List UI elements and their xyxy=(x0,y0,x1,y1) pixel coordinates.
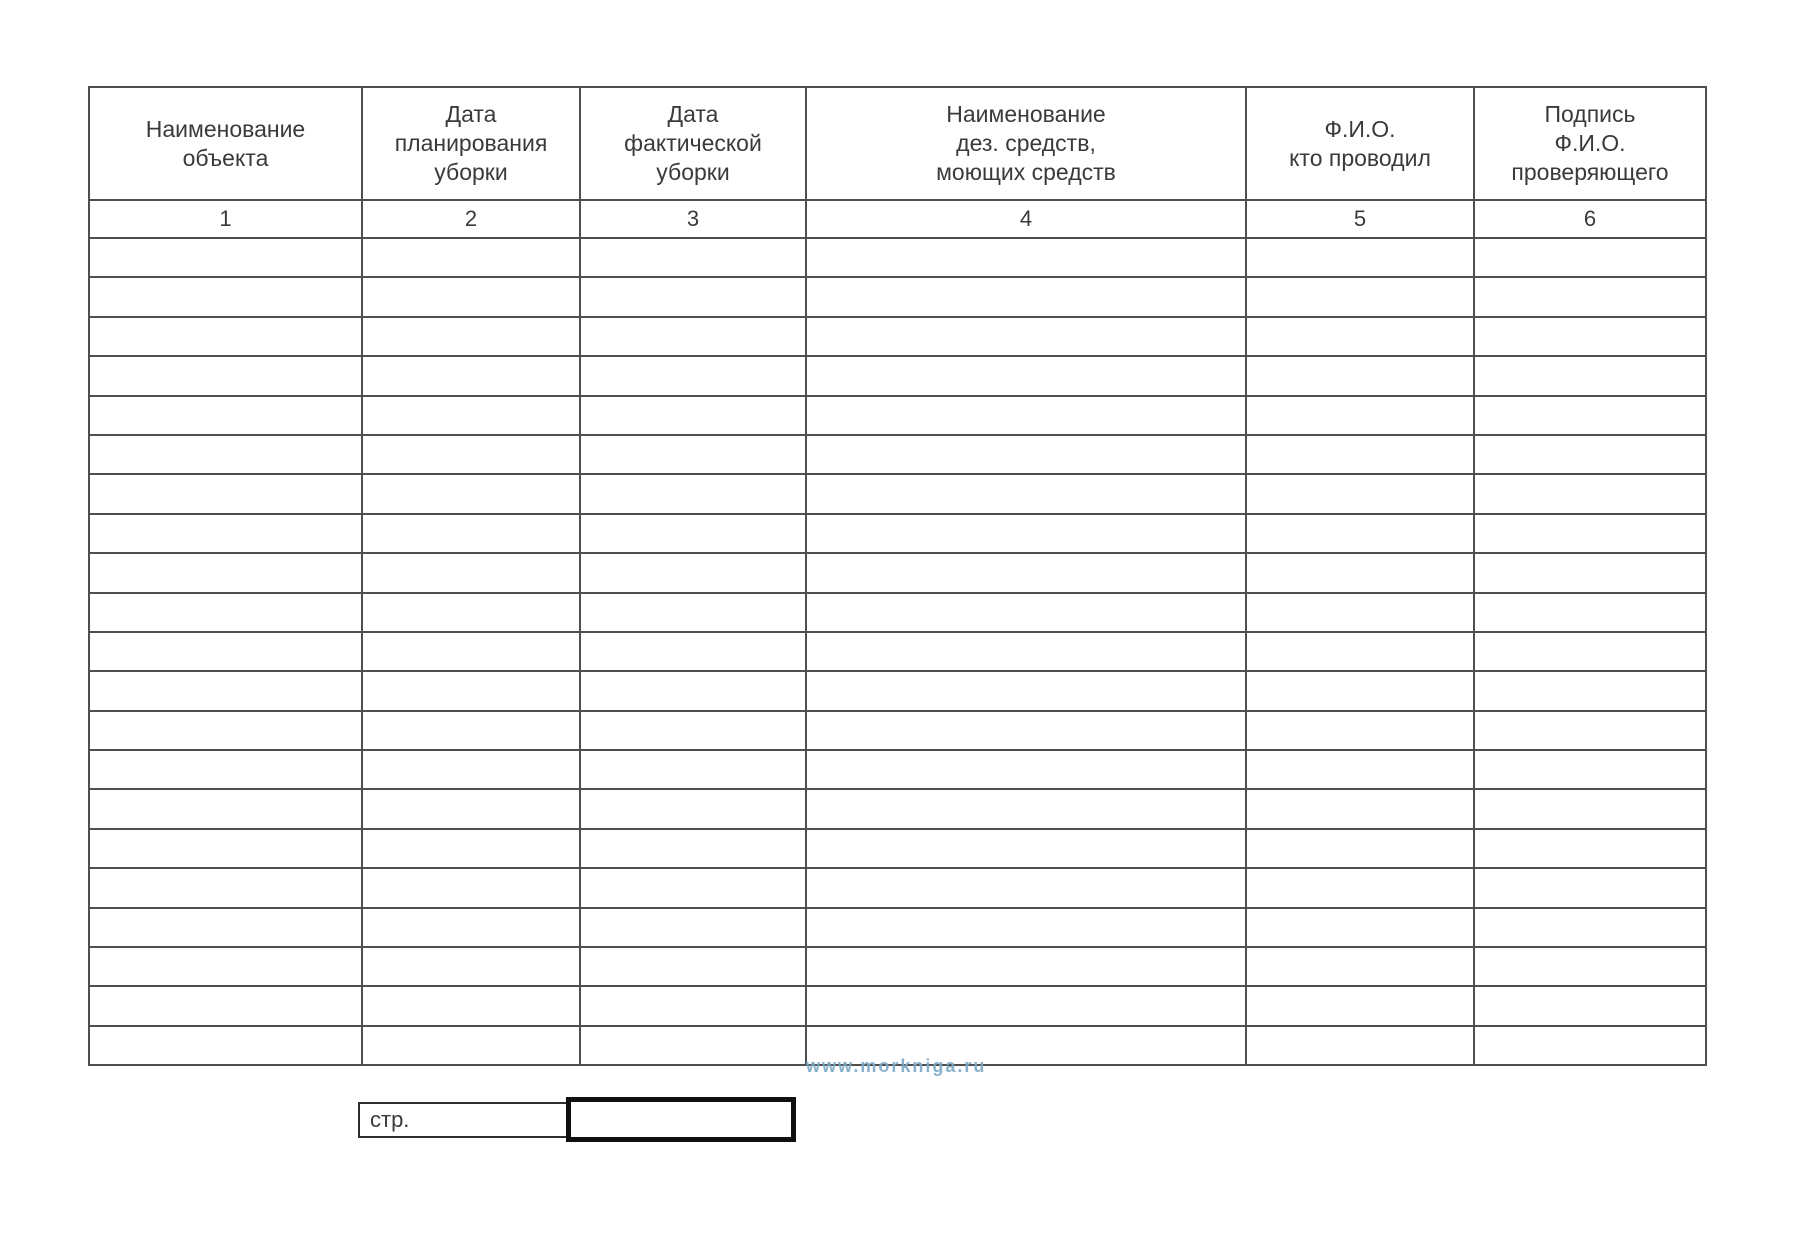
table-cell xyxy=(1474,868,1706,907)
table-cell xyxy=(1474,671,1706,710)
table-cell xyxy=(580,238,806,277)
table-cell xyxy=(580,514,806,553)
table-cell xyxy=(1474,553,1706,592)
table-cell xyxy=(806,868,1246,907)
table-cell xyxy=(1246,317,1474,356)
table-cell xyxy=(1474,829,1706,868)
table-cell xyxy=(1246,908,1474,947)
table-cell xyxy=(89,947,362,986)
table-cell xyxy=(806,829,1246,868)
table-cell xyxy=(1246,356,1474,395)
column-number: 4 xyxy=(806,200,1246,238)
table-cell xyxy=(806,277,1246,316)
header-line: фактической xyxy=(624,130,762,156)
table-cell xyxy=(362,593,580,632)
table-cell xyxy=(580,317,806,356)
table-cell xyxy=(89,908,362,947)
col-header-object-name xyxy=(89,87,362,200)
table-row xyxy=(89,553,1706,592)
table-cell xyxy=(580,396,806,435)
table-cell xyxy=(362,908,580,947)
table-cell xyxy=(1246,238,1474,277)
table-cell xyxy=(362,317,580,356)
table-cell xyxy=(806,317,1246,356)
table-cell xyxy=(580,474,806,513)
header-line: уборки xyxy=(434,159,508,185)
page-number-box xyxy=(358,1102,578,1138)
table-cell xyxy=(806,435,1246,474)
table-cell xyxy=(580,789,806,828)
table-row xyxy=(89,238,1706,277)
table-cell xyxy=(580,632,806,671)
table-row xyxy=(89,868,1706,907)
table-cell xyxy=(89,632,362,671)
table-cell xyxy=(1474,435,1706,474)
column-number: 2 xyxy=(362,200,580,238)
table-cell xyxy=(1246,435,1474,474)
table-row xyxy=(89,435,1706,474)
table-cell xyxy=(362,632,580,671)
table-cell xyxy=(362,868,580,907)
table-cell xyxy=(1246,829,1474,868)
table-cell xyxy=(1474,632,1706,671)
table-cell xyxy=(89,553,362,592)
table-cell xyxy=(89,986,362,1025)
table-row xyxy=(89,908,1706,947)
table-cell xyxy=(1474,789,1706,828)
table-cell xyxy=(1474,1026,1706,1065)
table-row xyxy=(89,396,1706,435)
column-number: 3 xyxy=(580,200,806,238)
table-cell xyxy=(362,711,580,750)
table-cell xyxy=(580,868,806,907)
table-cell xyxy=(580,277,806,316)
header-line: Наименование xyxy=(946,101,1106,127)
table-cell xyxy=(362,514,580,553)
table-cell xyxy=(580,1026,806,1065)
table-cell xyxy=(1246,711,1474,750)
table-row xyxy=(89,829,1706,868)
table-cell xyxy=(89,868,362,907)
table-cell xyxy=(580,986,806,1025)
col-header-disinfectants xyxy=(806,87,1246,200)
table-cell xyxy=(580,829,806,868)
table-cell xyxy=(362,829,580,868)
header-line: Ф.И.О. xyxy=(1554,130,1626,156)
page-number-label: стр. xyxy=(370,1107,410,1132)
table-cell xyxy=(362,671,580,710)
table-row xyxy=(89,750,1706,789)
table-cell xyxy=(1246,1026,1474,1065)
table-cell xyxy=(362,1026,580,1065)
table-cell xyxy=(1474,356,1706,395)
header-line: Дата xyxy=(445,101,497,127)
col-header-inspector-signature xyxy=(1474,87,1706,200)
table-cell xyxy=(89,238,362,277)
page-number-entry-box xyxy=(566,1097,796,1142)
column-number: 5 xyxy=(1246,200,1474,238)
table-cell xyxy=(362,789,580,828)
table-cell xyxy=(580,435,806,474)
table-cell xyxy=(89,593,362,632)
table-cell xyxy=(806,947,1246,986)
header-line: моющих средств xyxy=(936,159,1116,185)
table-cell xyxy=(1246,593,1474,632)
table-row xyxy=(89,593,1706,632)
table-cell xyxy=(580,553,806,592)
header-line: Ф.И.О. xyxy=(1324,115,1396,142)
table-header-row xyxy=(89,87,1706,200)
table-cell xyxy=(1474,514,1706,553)
table-cell xyxy=(362,750,580,789)
table-cell xyxy=(362,435,580,474)
table-cell xyxy=(89,789,362,828)
column-number: 6 xyxy=(1474,200,1706,238)
table-cell xyxy=(89,671,362,710)
header-line: кто проводил xyxy=(1289,144,1431,171)
table-cell xyxy=(806,750,1246,789)
watermark-text: www.morkniga.ru xyxy=(806,1056,987,1076)
table-cell xyxy=(806,986,1246,1025)
table-cell xyxy=(1474,947,1706,986)
table-cell xyxy=(1246,789,1474,828)
table-cell xyxy=(1246,986,1474,1025)
header-line: дез. средств, xyxy=(956,130,1096,156)
table-cell xyxy=(580,356,806,395)
table-cell xyxy=(580,947,806,986)
column-number: 1 xyxy=(89,200,362,238)
table-row xyxy=(89,986,1706,1025)
table-cell xyxy=(1246,868,1474,907)
table-cell xyxy=(362,396,580,435)
table-cell xyxy=(89,474,362,513)
table-cell xyxy=(806,671,1246,710)
header-line: Наименование xyxy=(145,115,306,142)
table-cell xyxy=(89,711,362,750)
table-body xyxy=(89,238,1706,1065)
header-line: объекта xyxy=(182,144,269,171)
table-cell xyxy=(1246,750,1474,789)
table-cell xyxy=(806,593,1246,632)
table-cell xyxy=(1474,317,1706,356)
table-cell xyxy=(1474,750,1706,789)
table-cell xyxy=(1474,711,1706,750)
table-cell xyxy=(362,356,580,395)
table-cell xyxy=(806,396,1246,435)
table-cell xyxy=(89,750,362,789)
table-cell xyxy=(806,632,1246,671)
table-cell xyxy=(1474,396,1706,435)
table-cell xyxy=(806,238,1246,277)
table-row xyxy=(89,317,1706,356)
table-cell xyxy=(362,238,580,277)
table-cell xyxy=(806,711,1246,750)
table-cell xyxy=(89,829,362,868)
table-cell xyxy=(89,514,362,553)
table-cell xyxy=(89,435,362,474)
table-cell xyxy=(362,986,580,1025)
table-cell xyxy=(580,593,806,632)
table-cell xyxy=(580,711,806,750)
col-header-planned-date xyxy=(362,87,580,200)
table-cell xyxy=(806,908,1246,947)
table-cell xyxy=(1474,238,1706,277)
table-cell xyxy=(1474,908,1706,947)
table-cell xyxy=(362,277,580,316)
table-cell xyxy=(89,396,362,435)
table-cell xyxy=(362,553,580,592)
table-cell xyxy=(1246,671,1474,710)
table-cell xyxy=(806,356,1246,395)
table-row xyxy=(89,947,1706,986)
table-cell xyxy=(580,750,806,789)
column-number-row xyxy=(89,200,1706,238)
table-cell xyxy=(362,947,580,986)
table-row xyxy=(89,474,1706,513)
table-row xyxy=(89,277,1706,316)
table-cell xyxy=(1474,986,1706,1025)
header-line: уборки xyxy=(656,159,730,185)
table-cell xyxy=(580,671,806,710)
table-cell xyxy=(806,553,1246,592)
table-cell xyxy=(806,789,1246,828)
table-cell xyxy=(580,908,806,947)
table-cell xyxy=(1246,632,1474,671)
table-cell xyxy=(1246,947,1474,986)
header-line: Дата xyxy=(667,101,719,127)
cleaning-log-table xyxy=(88,86,1707,1066)
table-cell xyxy=(362,474,580,513)
table-cell xyxy=(89,317,362,356)
table-row xyxy=(89,356,1706,395)
col-header-actual-date xyxy=(580,87,806,200)
header-line: проверяющего xyxy=(1511,159,1669,185)
col-header-performer xyxy=(1246,87,1474,200)
table-cell xyxy=(89,356,362,395)
table-row xyxy=(89,632,1706,671)
table-cell xyxy=(806,514,1246,553)
header-line: Подпись xyxy=(1544,101,1636,127)
table-cell xyxy=(1246,514,1474,553)
table-cell xyxy=(89,1026,362,1065)
table-cell xyxy=(806,474,1246,513)
table-cell xyxy=(1246,277,1474,316)
table-row xyxy=(89,789,1706,828)
table-row xyxy=(89,711,1706,750)
table-cell xyxy=(1246,553,1474,592)
table-cell xyxy=(1246,474,1474,513)
table-cell xyxy=(1474,474,1706,513)
table-cell xyxy=(1246,396,1474,435)
table-row xyxy=(89,671,1706,710)
header-line: планирования xyxy=(394,130,548,156)
table-row xyxy=(89,514,1706,553)
table-cell xyxy=(89,277,362,316)
table-cell xyxy=(1474,277,1706,316)
table-cell xyxy=(1474,593,1706,632)
